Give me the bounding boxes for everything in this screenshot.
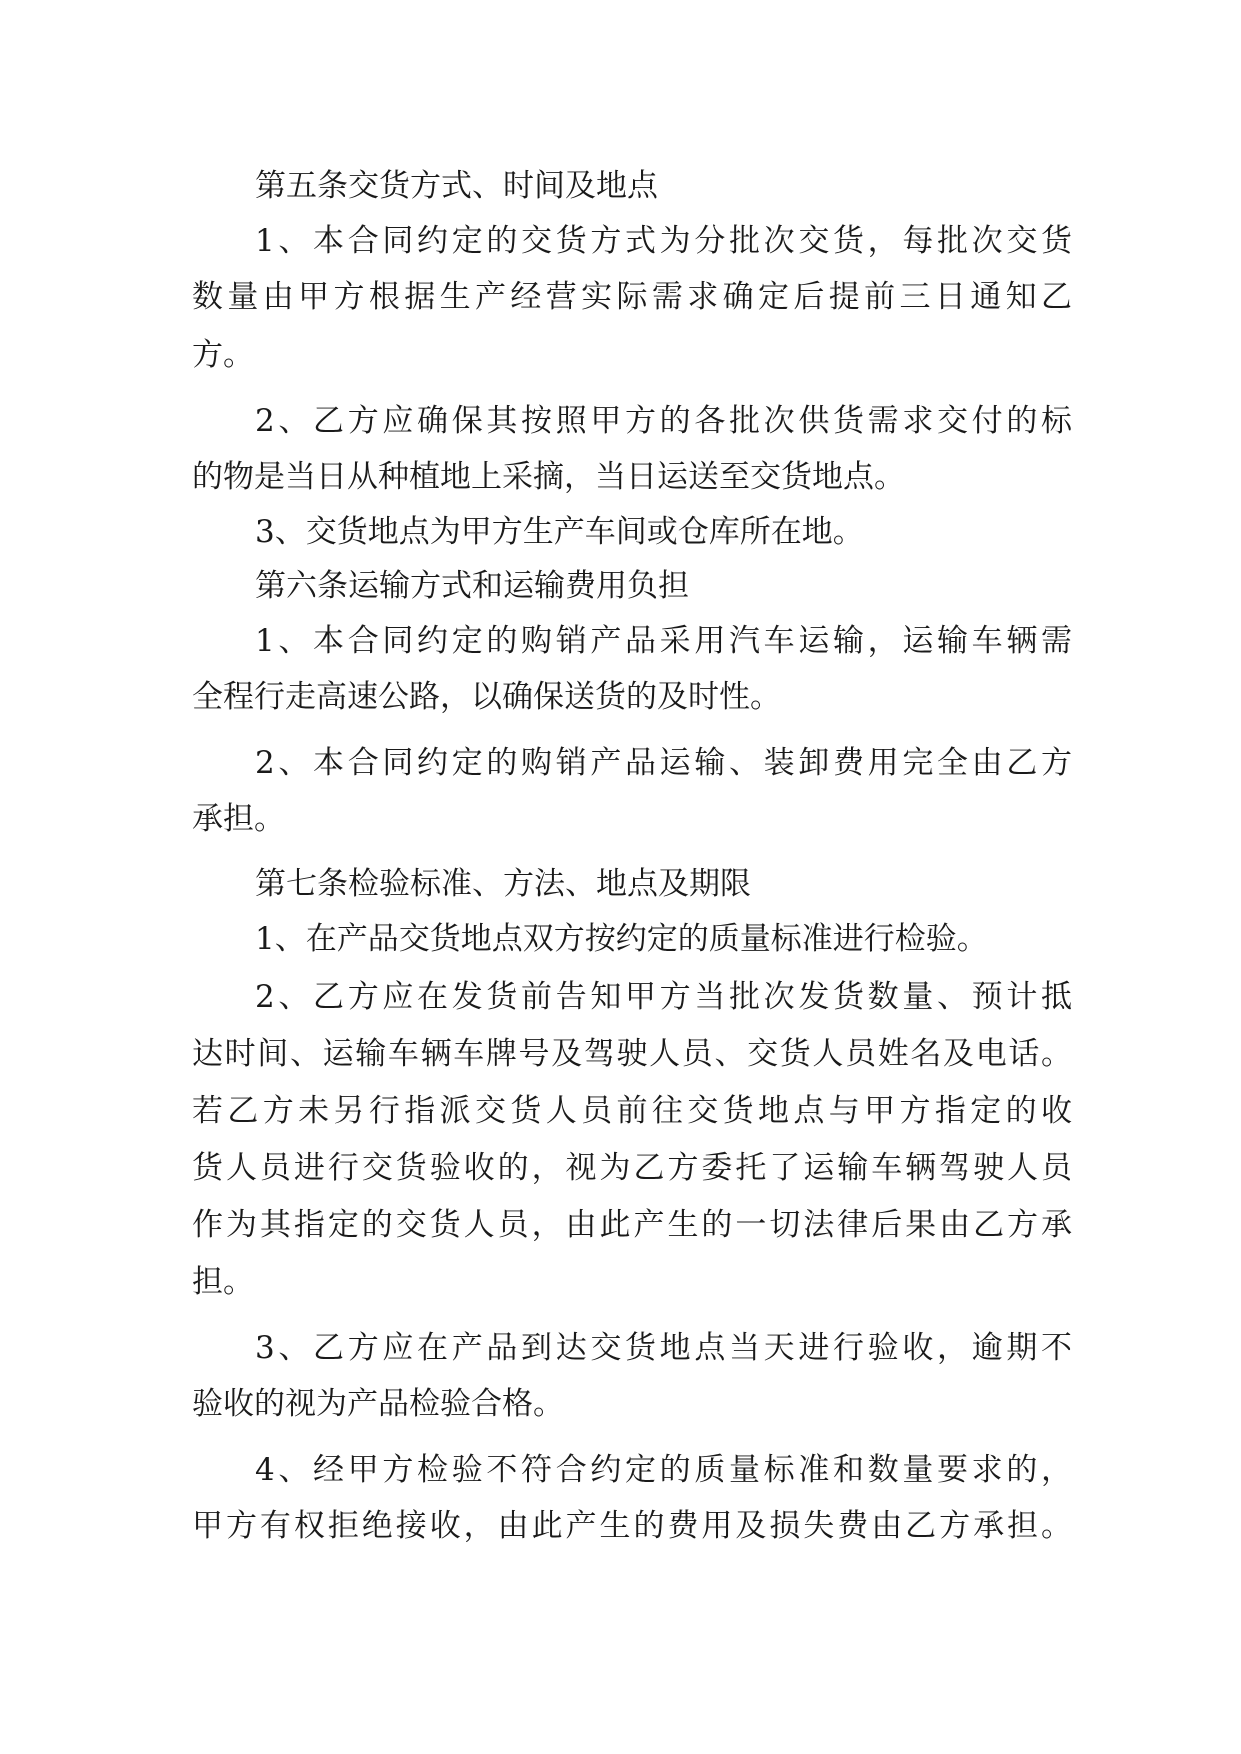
paragraph-line: 担。 xyxy=(192,1264,254,1300)
paragraph-line: 若乙方未另行指派交货人员前往交货地点与甲方指定的收 xyxy=(192,1093,1072,1129)
paragraph-line: 2、乙方应确保其按照甲方的各批次供货需求交付的标 xyxy=(255,403,1072,439)
paragraph-line: 2、本合同约定的购销产品运输、装卸费用完全由乙方 xyxy=(255,745,1072,781)
paragraph-line: 4、经甲方检验不符合约定的质量标准和数量要求的， xyxy=(255,1452,1072,1488)
paragraph-line: 2、乙方应在发货前告知甲方当批次发货数量、预计抵 xyxy=(255,979,1072,1015)
paragraph-line: 1、本合同约定的交货方式为分批次交货，每批次交货 xyxy=(255,223,1072,259)
paragraph-line: 承担。 xyxy=(192,801,285,837)
paragraph-line: 达时间、运输车辆车牌号及驾驶人员、交货人员姓名及电话。 xyxy=(192,1036,1072,1072)
paragraph-line: 3、乙方应在产品到达交货地点当天进行验收，逾期不 xyxy=(255,1330,1072,1366)
heading-article-5: 第五条交货方式、时间及地点 xyxy=(255,168,658,204)
paragraph-line: 全程行走高速公路，以确保送货的及时性。 xyxy=(192,679,781,715)
paragraph-line: 的物是当日从种植地上采摘，当日运送至交货地点。 xyxy=(192,459,905,495)
paragraph-line: 数量由甲方根据生产经营实际需求确定后提前三日通知乙 xyxy=(192,279,1072,315)
paragraph-line: 方。 xyxy=(192,337,254,373)
paragraph-line: 3、交货地点为甲方生产车间或仓库所在地。 xyxy=(255,514,864,550)
paragraph-line: 甲方有权拒绝接收，由此产生的费用及损失费由乙方承担。 xyxy=(192,1508,1072,1544)
paragraph-line: 验收的视为产品检验合格。 xyxy=(192,1386,564,1422)
heading-article-7: 第七条检验标准、方法、地点及期限 xyxy=(255,866,751,902)
paragraph-line: 作为其指定的交货人员，由此产生的一切法律后果由乙方承 xyxy=(192,1207,1072,1243)
paragraph-line: 1、本合同约定的购销产品采用汽车运输，运输车辆需 xyxy=(255,623,1072,659)
paragraph-line: 货人员进行交货验收的，视为乙方委托了运输车辆驾驶人员 xyxy=(192,1150,1072,1186)
paragraph-line: 1、在产品交货地点双方按约定的质量标准进行检验。 xyxy=(255,921,988,957)
heading-article-6: 第六条运输方式和运输费用负担 xyxy=(255,568,689,604)
